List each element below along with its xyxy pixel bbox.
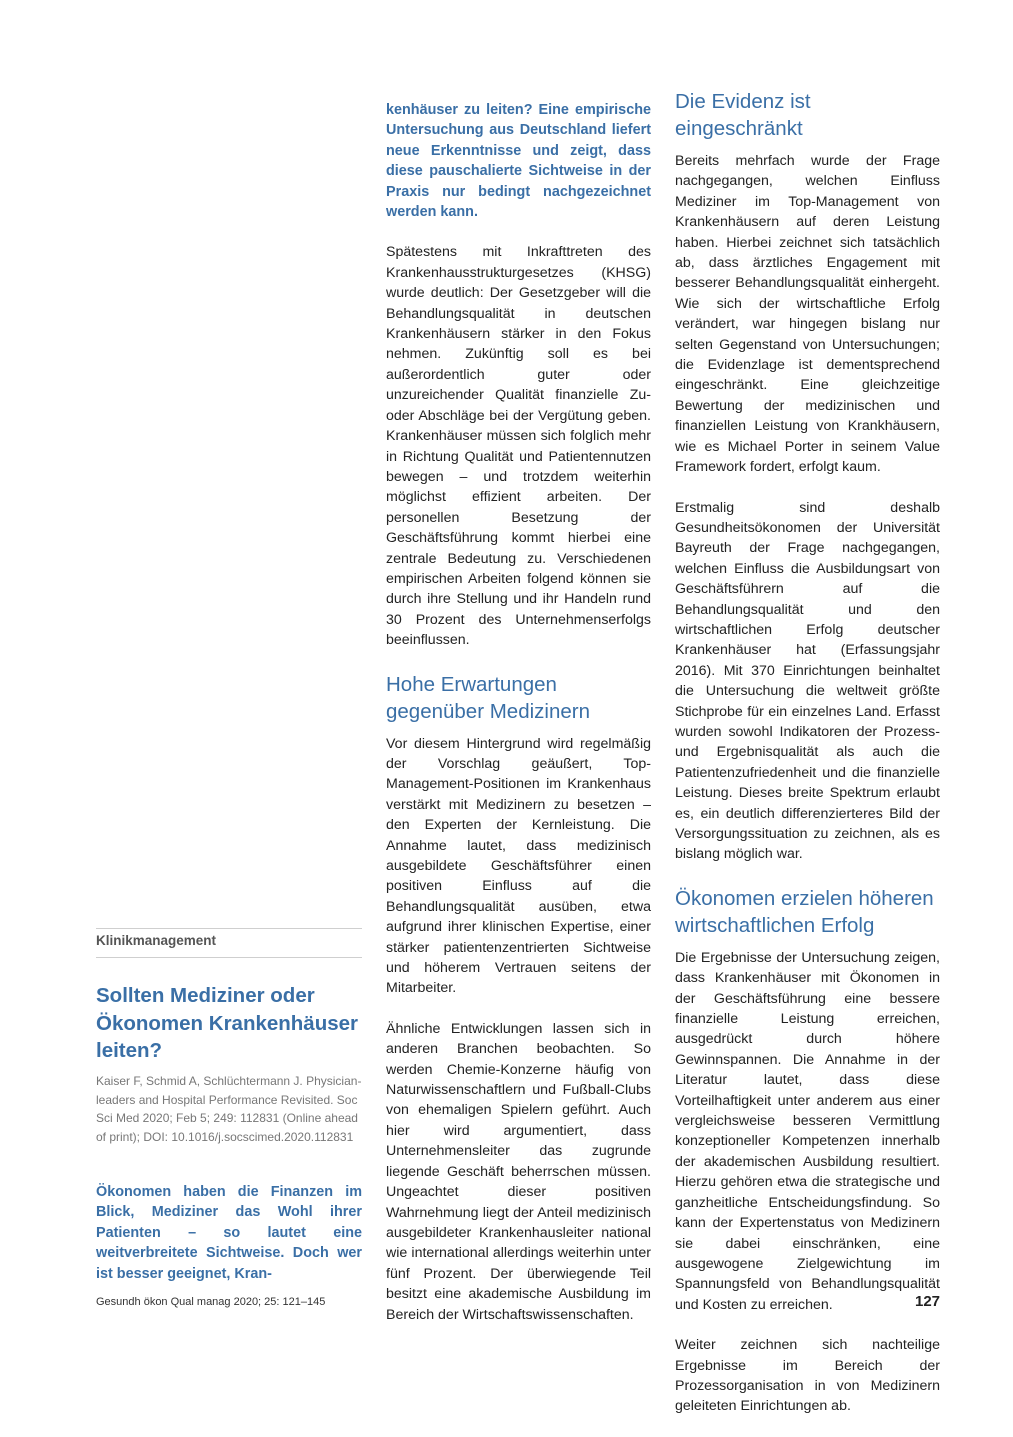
page-number: 127: [915, 1293, 941, 1310]
section-heading: Ökonomen erzielen höheren wirtschaftlichen Erfolg: [675, 886, 934, 937]
body-paragraph: Bereits mehrfach wurde der Frage nachgegangen, welchen Einfluss Mediziner im Top-Management von Krankenhäusern auf deren Leistung haben. Hierbei zeichnet sich tatsächlich ab, dass ärztliches Engagement mit besserer Behandlungsqualität einhergeht. Wie sich der wirtschaftliche Erfolg verändert, war hingegen bislang nur selten Gegenstand von Untersuchungen; die Evidenzlage ist dementsprechend eingeschränkt. Eine gleichzeitige Bewertung der medizinischen und finanziellen Leistung von Krankhäusern, wie es Michael Porter in seinem Value Framework fordert, erfolgt kaum.: [675, 153, 940, 476]
section-heading: Hohe Erwartungen gegenüber Medizinern: [386, 672, 590, 723]
middle-column: [386, 100, 651, 1345]
intro-lead: Ökonomen haben die Finanzen im Blick, Mediziner das Wohl ihrer Patienten – so lautet eine weitverbreitete Sichtweise. Doch wer ist besser geeignet, Kran-: [96, 1184, 362, 1282]
section-label: Klinikmanagement: [96, 933, 217, 948]
section-heading: Die Evidenz ist eingeschränkt: [675, 90, 811, 140]
body-paragraph: Erstmalig sind deshalb Gesundheitsökonomen der Universität Bayreuth der Frage nachgegangen, welchen Einfluss die Ausbildungsart von Geschäftsführern auf die Behandlungsqualität und den wirtschaftlichen Erfolg deutscher Krankenhäuser hat (Erfassungsjahr 2016). Mit 370 Einrichtungen beinhaltet die Untersuchung die weltweit größte Stichprobe für ein einzelnes Land. Erfasst wurden sowohl Indikatoren der Prozess- und Ergebnisqualität als auch die Patientenzufriedenheit und die finanzielle Leistung. Dieses breite Spektrum erlaubt es, ein deutlich differenzierteres Bild der Versorgungssituation zu zeichnen, als es bislang möglich war.: [675, 499, 940, 863]
right-column: [675, 88, 940, 1437]
body-paragraph: Spätestens mit Inkrafttreten des Krankenhausstrukturgesetzes (KHSG) wurde deutlich: Der Gesetzgeber will die Behandlungsqualität in deutschen Krankenhäusern stärker in den Fokus nehmen. Zukünftig soll es bei außerordentlich guter oder unzureichender Qualität finanzielle Zu- oder Abschläge bei der Vergütung geben. Krankenhäuser müssen sich folglich mehr in Richtung Qualität und Patientennutzen bewegen – und trotzdem weiterhin möglichst effizient arbeiten. Der personellen Besetzung der Geschäftsführung kommt hierbei eine zentrale Bedeutung zu. Verschiedenen empirischen Arbeiten folgend können sie durch ihre Stellung und ihr Handeln rund 30 Prozent des Unternehmenserfolgs beeinflussen.: [386, 244, 651, 649]
citation: Kaiser F, Schmid A, Schlüchtermann J. Physician-leaders and Hospital Performance Revisited. Soc Sci Med 2020; Feb 5; 249: 112831 (Online ahead of print); DOI: 10.1016/j.socscimed.2020.112831: [96, 1074, 362, 1145]
body-paragraph: Die Ergebnisse der Untersuchung zeigen, dass Krankenhäuser mit Ökonomen in der Geschäftsführung eine bessere finanzielle Leistung erreichen, ausgedrückt durch höhere Gewinnspannen. Die Annahme in der Literatur lautet, dass diese Vorteilhaftigkeit unter anderem aus einer vergleichsweise besseren Vermittlung konzeptioneller Kompetenzen innerhalb der akademischen Ausbildung resultiert. Hierzu gehören etwa die strategische und ganzheitliche Entscheidungsfindung. So kann der Expertenstatus von Medizinern sie dabei einschränken, eine ausgewogene Zielgewichtung im Spannungsfeld von Behandlungsqualität und Kosten zu erreichen.: [675, 949, 940, 1313]
journal-reference: Gesundh ökon Qual manag 2020; 25: 121–145: [96, 1296, 326, 1308]
body-paragraph: Weiter zeichnen sich nachteilige Ergebnisse im Bereich der Prozessorganisation in von Medizinern geleiteten Einrichtungen ab.: [675, 1337, 940, 1415]
body-paragraph: Ähnliche Entwicklungen lassen sich in anderen Branchen beobachten. So werden Chemie-Konzerne häufig von Naturwissenschaftlern und Fußball-Clubs von ehemaligen Spielern geführt. Auch hier wird argumentiert, dass Unternehmensleiter das zugrunde liegende Geschäft beherrschen müssen. Ungeachtet dieser positiven Wahrnehmung liegt der Anteil medizinisch ausgebildeter Krankenhausleiter national wie international allerdings weiterhin unter fünf Prozent. Der überwiegende Teil besitzt eine akademische Ausbildung im Bereich der Wirtschaftswissenschaften.: [386, 1020, 651, 1323]
section-divider: [96, 928, 362, 958]
article-title: Sollten Mediziner oder Ökonomen Krankenhäuser leiten?: [96, 984, 359, 1062]
intro-lead-continued: kenhäuser zu leiten? Eine empirische Untersuchung aus Deutschland liefert neue Erkenntnisse und zeigt, dass diese pauschalierte Sichtweise in der Praxis nur bedingt nachgezeichnet werden kann.: [386, 102, 651, 221]
body-paragraph: Vor diesem Hintergrund wird regelmäßig der Vorschlag geäußert, Top-Management-Positionen im Krankenhaus verstärkt mit Medizinern zu besetzen – den Experten der Kernleistung. Die Annahme lautet, dass medizinisch ausgebildete Geschäftsführer einen positiven Einfluss auf die Behandlungsqualität ausüben, etwa aufgrund ihrer klinischen Expertise, einer stärker patientenzentrierten Sichtweise und höherem Vertrauen seitens der Mitarbeiter.: [386, 735, 651, 997]
